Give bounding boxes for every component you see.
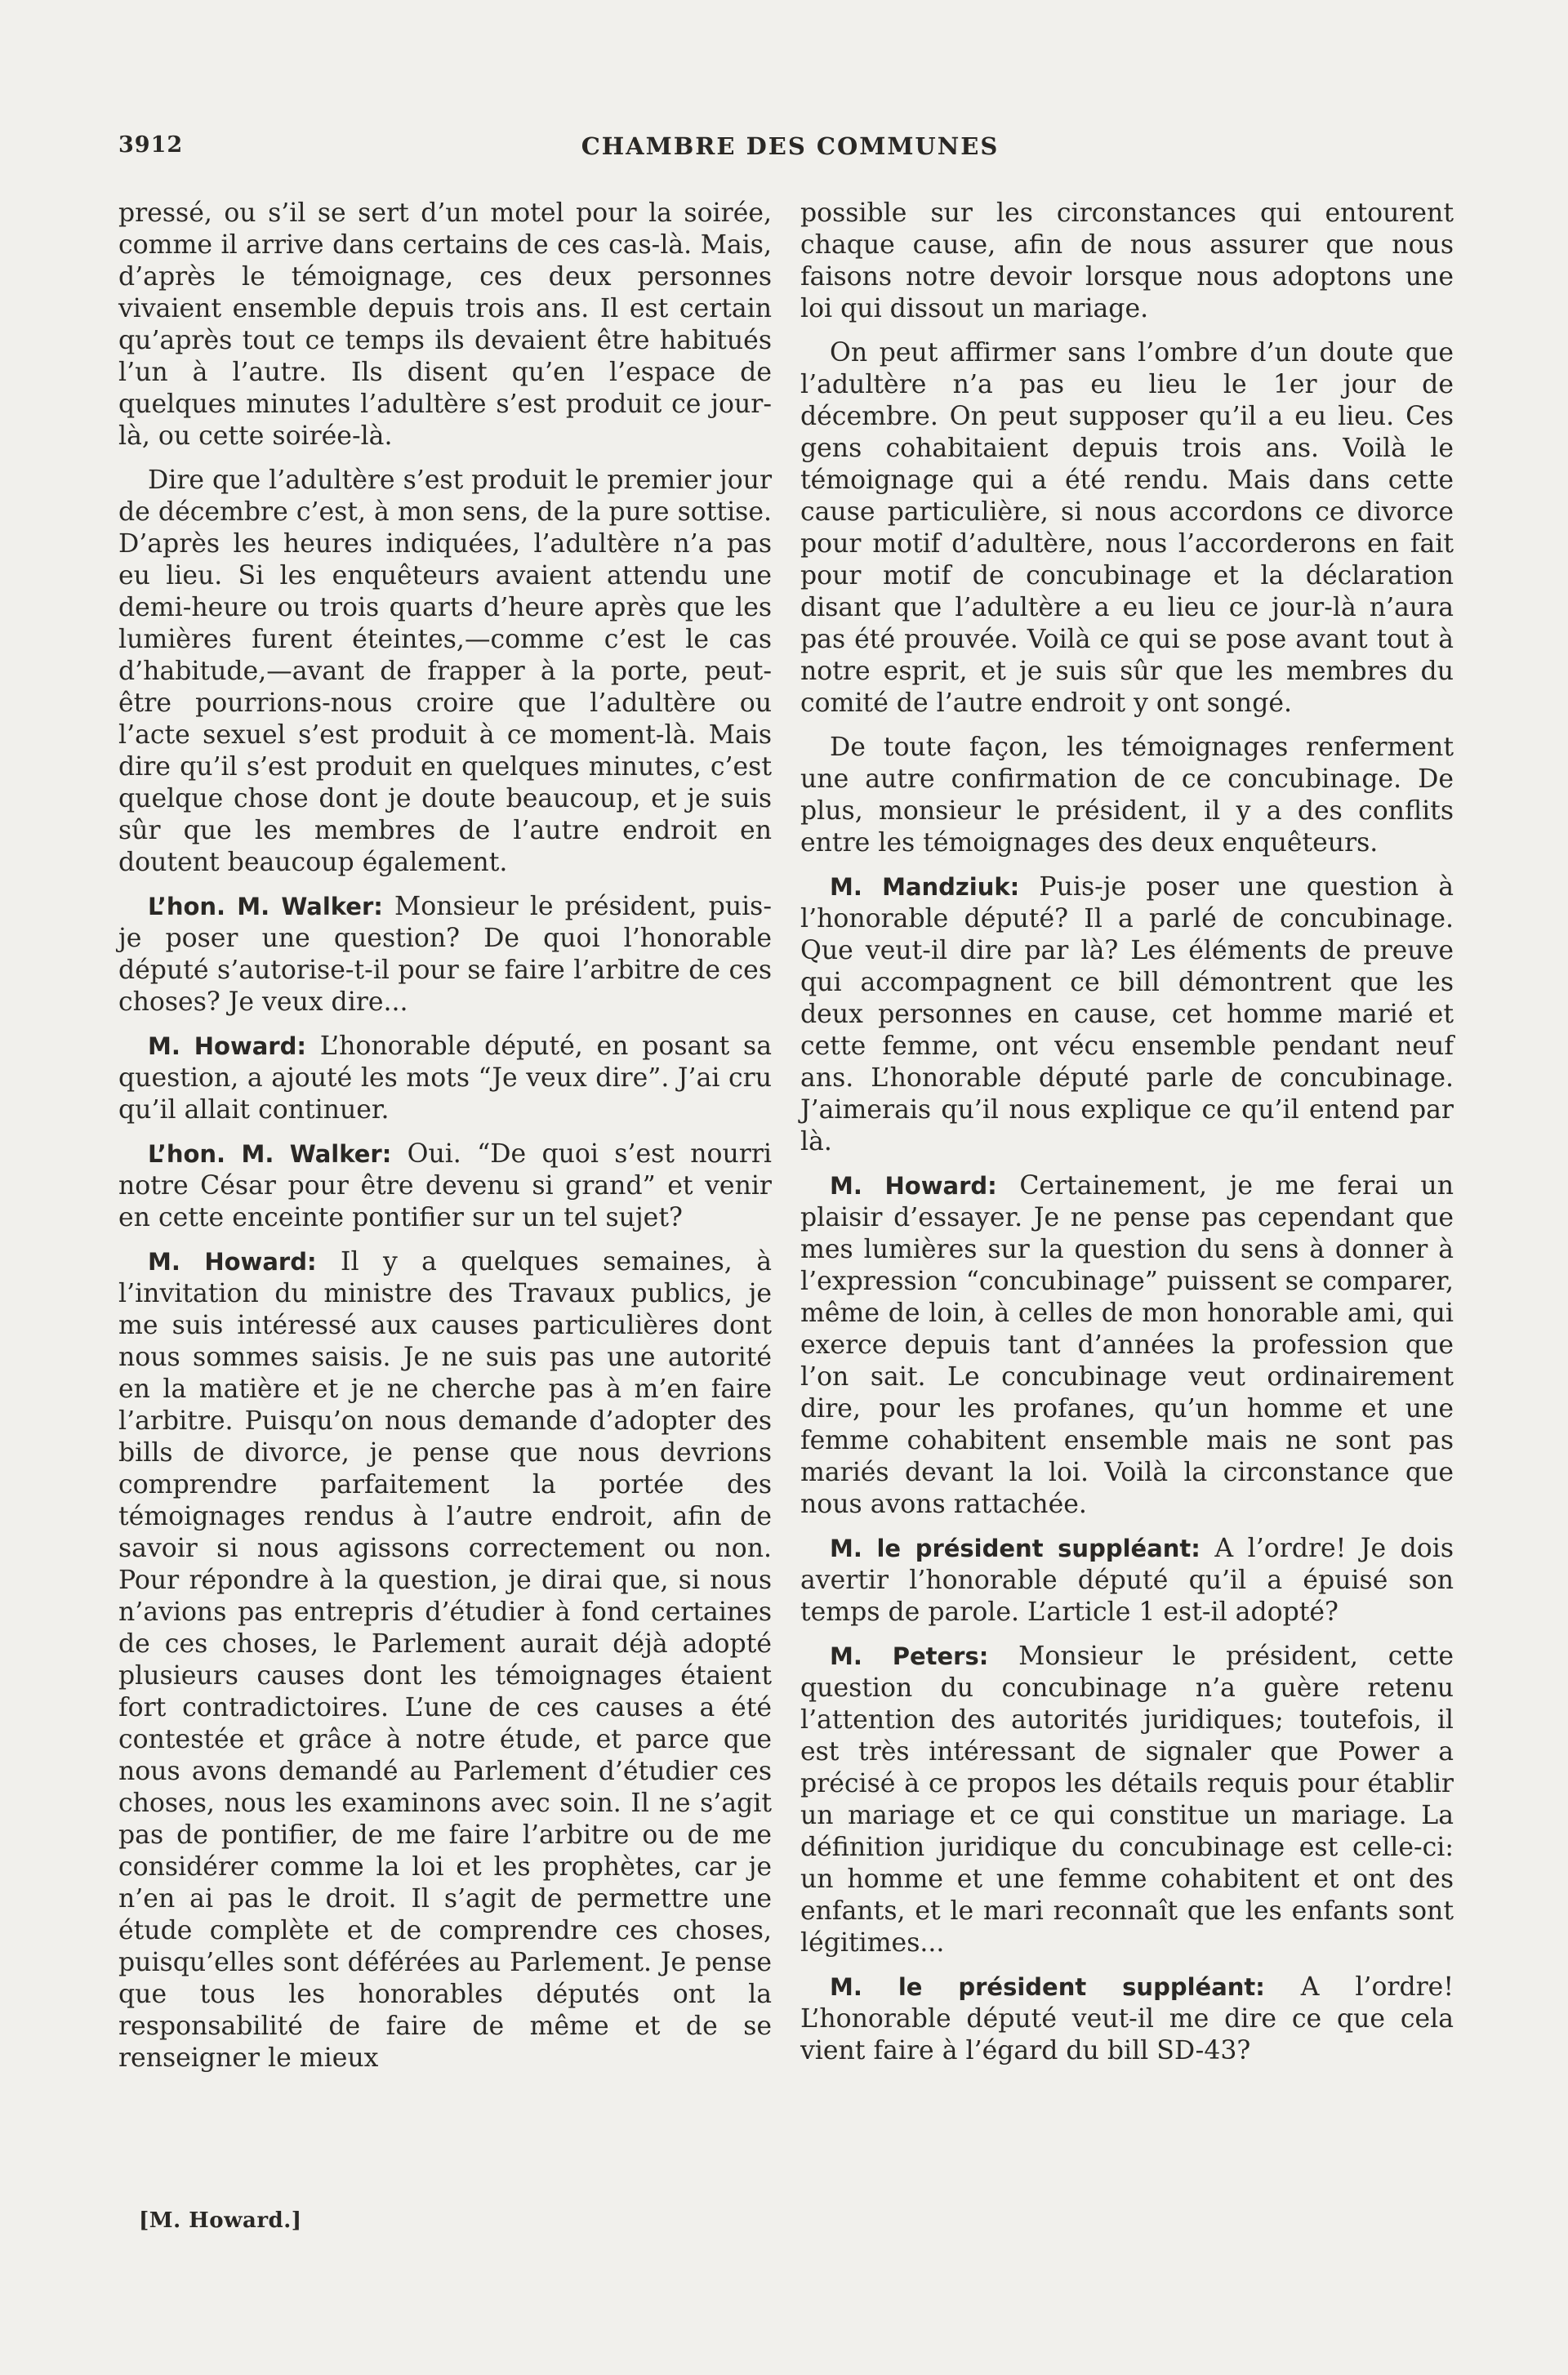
paragraph <box>118 465 772 879</box>
paragraph <box>118 198 772 452</box>
paragraph <box>800 871 1454 1158</box>
paragraph-text: A l’ordre! L’honorable député veut-il me dire ce que cela vient faire à l’égard du bill SD-43? <box>800 1972 1454 2065</box>
paragraph <box>118 1138 772 1234</box>
speaker-name: L’hon. M. Walker: <box>148 893 383 920</box>
paragraph-text: L’honorable député, en posant sa question, a ajouté les mots “Je veux dire”. J’ai cru qu’il allait continuer. <box>118 1032 772 1125</box>
paragraph-text: Dire que l’adultère s’est produit le premier jour de décembre c’est, à mon sens, de la pure sottise. D’après les heures indiquées, l’adultère n’a pas eu lieu. Si les enquêteurs avaient attendu une demi-heure ou trois quarts d’heure après que les lumières furent éteintes,—comme c’est le cas d’habitude,—avant de frapper à la porte, peut-être pourrions-nous croire que l’adultère ou l’acte sexuel s’est produit à ce moment-là. Mais dire qu’il s’est produit en quelques minutes, c’est quelque chose dont je doute beaucoup, et je suis sûr que les membres de l’autre endroit en doutent beaucoup également. <box>118 466 772 877</box>
paragraph-text: possible sur les circonstances qui entourent chaque cause, afin de nous assurer que nous faisons notre devoir lorsque nous adoptons une loi qui dissout un mariage. <box>800 198 1454 323</box>
paragraph-text: A l’ordre! Je dois avertir l’honorable député qu’il a épuisé son temps de parole. L’article 1 est-il adopté? <box>800 1534 1454 1627</box>
paragraph-text: On peut affirmer sans l’ombre d’un doute que l’adultère n’a pas eu lieu le 1er jour de décembre. On peut supposer qu’il a eu lieu. Ces gens cohabitaient depuis trois ans. Voilà le témoignage qui a été rendu. Mais dans cette cause particulière, si nous accordons ce divorce pour motif d’adultère, nous l’accorderons en fait pour motif de concubinage et la déclaration disant que l’adultère a eu lieu ce jour-là n’aura pas été prouvée. Voilà ce qui se pose avant tout à notre esprit, et je suis sûr que les membres du comité de l’autre endroit y ont songé. <box>800 338 1454 718</box>
paragraph-text: pressé, ou s’il se sert d’un motel pour la soirée, comme il arrive dans certains de ces cas-là. Mais, d’après le témoignage, ces deux personnes vivaient ensemble depuis trois ans. Il est certain qu’après tout ce temps ils devaient être habitués l’un à l’autre. Ils disent qu’en l’espace de quelques minutes l’adultère s’est produit ce jour-là, ou cette soirée-là. <box>118 198 772 451</box>
paragraph-text: Oui. “De quoi s’est nourri notre César pour être devenu si grand” et venir en cette enceinte pontifier sur un tel sujet? <box>118 1139 772 1232</box>
page-number: 3912 <box>118 132 184 158</box>
running-head: CHAMBRE DES COMMUNES <box>581 132 1000 160</box>
speaker-name: M. le président suppléant: <box>830 1973 1265 2001</box>
paragraph-text: Certainement, je me ferai un plaisir d’essayer. Je ne pense pas cependant que mes lumières sur la question du sens à donner à l’expression “concubinage” puissent se comparer, même de loin, à celles de mon honorable ami, qui exerce depuis tant d’années la profession que l’on sait. Le concubinage veut ordinairement dire, pour les profanes, qu’un homme et une femme cohabitent ensemble mais ne sont pas mariés devant la loi. Voilà la circonstance que nous avons rattachée. <box>800 1171 1454 1519</box>
paragraph-text: Il y a quelques semaines, à l’invitation du ministre des Travaux publics, je me suis intéressé aux causes particulières dont nous sommes saisis. Je ne suis pas une autorité en la matière et je ne cherche pas à m’en faire l’arbitre. Puisqu’on nous demande d’adopter des bills de divorce, je pense que nous devrions comprendre parfaitement la portée des témoignages rendus à l’autre endroit, afin de savoir si nous agissons correctement ou non. Pour répondre à la question, je dirai que, si nous n’avions pas entrepris d’étudier à fond certaines de ces choses, le Parlement aurait déjà adopté plusieurs causes dont les témoignages étaient fort contradictoires. L’une de ces causes a été contestée et grâce à notre étude, et parce que nous avons demandé au Parlement d’étudier ces choses, nous les examinons avec soin. Il ne s’agit pas de pontifier, de me faire l’arbitre ou de me considérer comme la loi et les prophètes, car je n’en ai pas le droit. Il s’agit de permettre une étude complète et de comprendre ces choses, puisqu’elles sont déférées au Parlement. Je pense que tous les honorables députés ont la responsabilité de faire de même et de se renseigner le mieux <box>118 1247 773 2073</box>
paragraph-text: Monsieur le président, cette question du concubinage n’a guère retenu l’attention des autorités juridiques; toutefois, il est très intéressant de signaler que Power a précisé à ce propos les détails requis pour établir un mariage et ce qui constitue un mariage. La définition juridique du concubinage est celle-ci: un homme et une femme cohabitent et ont des enfants, et le mari reconnaît que les enfants sont légitimes... <box>800 1642 1454 1958</box>
speaker-reference: [M. Howard.] <box>139 2208 302 2233</box>
paragraph <box>800 1170 1454 1521</box>
paragraph <box>118 1031 772 1126</box>
paragraph-text: De toute façon, les témoignages renferment une autre confirmation de ce concubinage. De plus, monsieur le président, il y a des conflits entre les témoignages des deux enquêteurs. <box>800 733 1454 858</box>
paragraph-text: Monsieur le président, puis-je poser une question? De quoi l’honorable député s’autorise-t-il pour se faire l’arbitre de ces choses? Je veux dire... <box>118 892 772 1017</box>
paragraph <box>800 1533 1454 1629</box>
paragraph <box>800 198 1454 325</box>
paragraph <box>800 732 1454 859</box>
paragraph <box>800 1641 1454 1959</box>
right-column <box>800 198 1454 2079</box>
left-column <box>118 198 772 2087</box>
paragraph <box>118 1246 772 2074</box>
paragraph-text: Puis-je poser une question à l’honorable député? Il a parlé de concubinage. Que veut-il dire par là? Les éléments de preuve qui accompagnent ce bill démontrent que les deux personnes en cause, cet homme marié et cette femme, ont vécu ensemble pendant neuf ans. L’honorable député parle de concubinage. J’aimerais qu’il nous explique ce qu’il entend par là. <box>800 872 1454 1156</box>
page-header <box>118 132 1462 168</box>
paragraph <box>118 891 772 1018</box>
speaker-name: M. Howard: <box>148 1248 317 1276</box>
speaker-name: M. le président suppléant: <box>830 1535 1200 1562</box>
paragraph <box>800 1972 1454 2067</box>
speaker-name: L’hon. M. Walker: <box>148 1140 392 1168</box>
speaker-name: M. Mandziuk: <box>830 873 1020 901</box>
paragraph <box>800 337 1454 720</box>
speaker-name: M. Howard: <box>830 1172 997 1200</box>
speaker-name: M. Peters: <box>830 1642 989 1670</box>
speaker-name: M. Howard: <box>148 1032 306 1060</box>
